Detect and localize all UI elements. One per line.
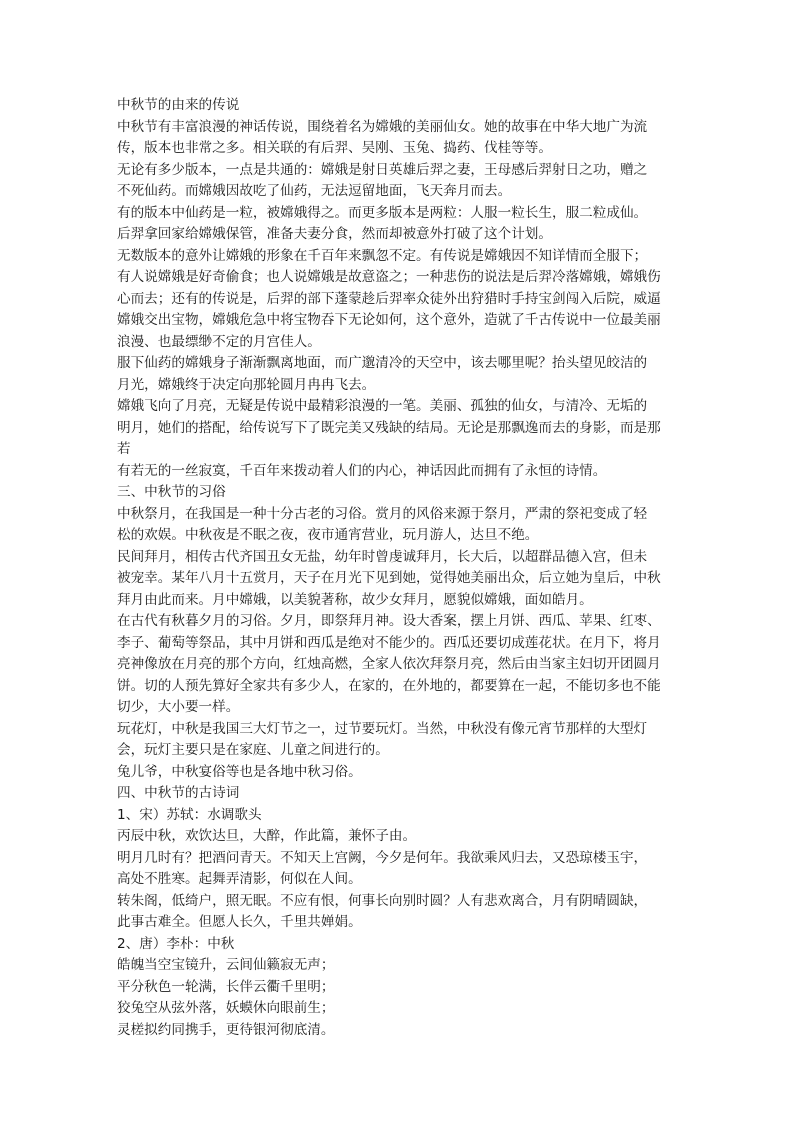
text-line: 灵槎拟约同携手，更待银河彻底清。 <box>117 1021 335 1038</box>
text-line: 中秋节有丰富浪漫的神话传说，围绕着名为嫦娥的美丽仙女。她的故事在中华大地广为流 <box>117 118 648 135</box>
text-line: 浪漫、也最缥缈不定的月宫佳人。 <box>117 333 321 350</box>
text-line: 三、中秋节的习俗 <box>117 484 226 500</box>
text-line: 拜月由此而来。月中嫦娥，以美貌著称，故少女拜月，愿貌似嫦娥，面如皓月。 <box>117 591 593 608</box>
text-line: 民间拜月，相传古代齐国丑女无盐，幼年时曾虔诚拜月，长大后，以超群品德入宫，但未 <box>117 548 648 565</box>
text-line: 兔儿爷，中秋宴俗等也是各地中秋习俗。 <box>117 763 362 780</box>
text-line: 心而去；还有的传说是，后羿的部下蓬蒙趁后羿率众徒外出狩猎时手持宝剑闯入后院，威逼 <box>117 290 661 307</box>
text-line: 饼。切的人预先算好全家共有多少人，在家的，在外地的，都要算在一起，不能切多也不能 <box>117 677 661 694</box>
text-line: 有人说嫦娥是好奇偷食；也人说嫦娥是故意盗之；一种悲伤的说法是后羿冷落嫦娥，嫦娥伤 <box>117 269 661 285</box>
text-line: 高处不胜寒。起舞弄清影，何似在人间。 <box>117 871 362 887</box>
text-line: 月光，嫦娥终于决定向那轮圆月冉冉飞去。 <box>117 376 376 393</box>
text-line: 无数版本的意外让嫦娥的形象在千百年来飘忽不定。有传说是嫦娥因不知详情而全服下； <box>117 247 648 264</box>
text-line: 无论有多少版本，一点是共通的：嫦娥是射日英雄后羿之妻，王母感后羿射日之功，赠之 <box>117 161 648 178</box>
text-line: 明月几时有？把酒问青天。不知天上宫阙，今夕是何年。我欲乘风归去，又恐琼楼玉宇， <box>117 849 648 866</box>
text-line: 中秋节的由来的传说 <box>117 97 240 113</box>
text-line: 会，玩灯主要只是在家庭、儿童之间进行的。 <box>117 742 389 758</box>
text-line: 此事古难全。但愿人长久，千里共婵娟。 <box>117 914 362 930</box>
text-line: 嫦娥交出宝物，嫦娥危急中将宝物吞下无论如何，这个意外，造就了千古传说中一位最美丽 <box>117 312 661 328</box>
text-line: 转朱阁，低绮户，照无眠。不应有恨，何事长向别时圆？人有悲欢离合，月有阴晴圆缺， <box>117 892 648 909</box>
text-line: 被宠幸。某年八月十五赏月，天子在月光下见到她，觉得她美丽出众，后立她为皇后，中秋 <box>117 570 661 586</box>
text-line: 切少，大小要一样。 <box>117 699 240 715</box>
text-line: 嫦娥飞向了月亮，无疑是传说中最精彩浪漫的一笔。美丽、孤独的仙女，与清冷、无垢的 <box>117 398 648 414</box>
text-line: 明月，她们的搭配，给传说写下了既完美又残缺的结局。无论是那飘逸而去的身影，而是那 <box>117 419 661 436</box>
text-line: 狡兔空从弦外落，妖蟆休向眼前生； <box>117 1000 335 1016</box>
text-line: 不死仙药。而嫦娥因故吃了仙药，无法逗留地面，飞天奔月而去。 <box>117 183 512 199</box>
text-line: 若 <box>117 441 131 457</box>
text-line: 服下仙药的嫦娥身子渐渐飘离地面，而广邈清冷的天空中，该去哪里呢？抬头望见皎洁的 <box>117 355 648 371</box>
text-line: 丙辰中秋，欢饮达旦，大醉，作此篇，兼怀子由。 <box>117 828 417 844</box>
text-line: 1、宋）苏轼：水调歌头 <box>117 806 262 823</box>
document-body <box>117 95 677 1041</box>
text-line: 在古代有秋暮夕月的习俗。夕月，即祭拜月神。设大香案，摆上月饼、西瓜、苹果、红枣、 <box>117 613 661 629</box>
text-line: 2、唐）李朴：中秋 <box>117 935 235 952</box>
text-line: 平分秋色一轮满，长伴云衢千里明； <box>117 978 335 995</box>
text-line: 有的版本中仙药是一粒，被嫦娥得之。而更多版本是两粒：人服一粒长生，服二粒成仙。 <box>117 204 648 221</box>
text-line: 玩花灯，中秋是我国三大灯节之一，过节要玩灯。当然，中秋没有像元宵节那样的大型灯 <box>117 720 648 737</box>
text-line: 传，版本也非常之多。相关联的有后羿、吴刚、玉兔、捣药、伐桂等等。 <box>117 140 552 156</box>
text-line: 皓魄当空宝镜升，云间仙籁寂无声； <box>117 957 335 973</box>
text-line: 有若无的一丝寂寞，千百年来拨动着人们的内心，神话因此而拥有了永恒的诗情。 <box>117 462 607 479</box>
text-line: 李子、葡萄等祭品，其中月饼和西瓜是绝对不能少的。西瓜还要切成莲花状。在月下，将月 <box>117 634 661 651</box>
text-line: 后羿拿回家给嫦娥保管，准备夫妻分食，然而却被意外打破了这个计划。 <box>117 226 552 242</box>
text-line: 松的欢娱。中秋夜是不眠之夜，夜市通宵营业，玩月游人，达旦不绝。 <box>117 527 539 543</box>
text-line: 四、中秋节的古诗词 <box>117 785 240 801</box>
text-line: 亮神像放在月亮的那个方向，红烛高燃，全家人依次拜祭月亮，然后由当家主妇切开团圆月 <box>117 656 661 672</box>
text-line: 中秋祭月，在我国是一种十分古老的习俗。赏月的风俗来源于祭月，严肃的祭祀变成了轻 <box>117 505 648 522</box>
